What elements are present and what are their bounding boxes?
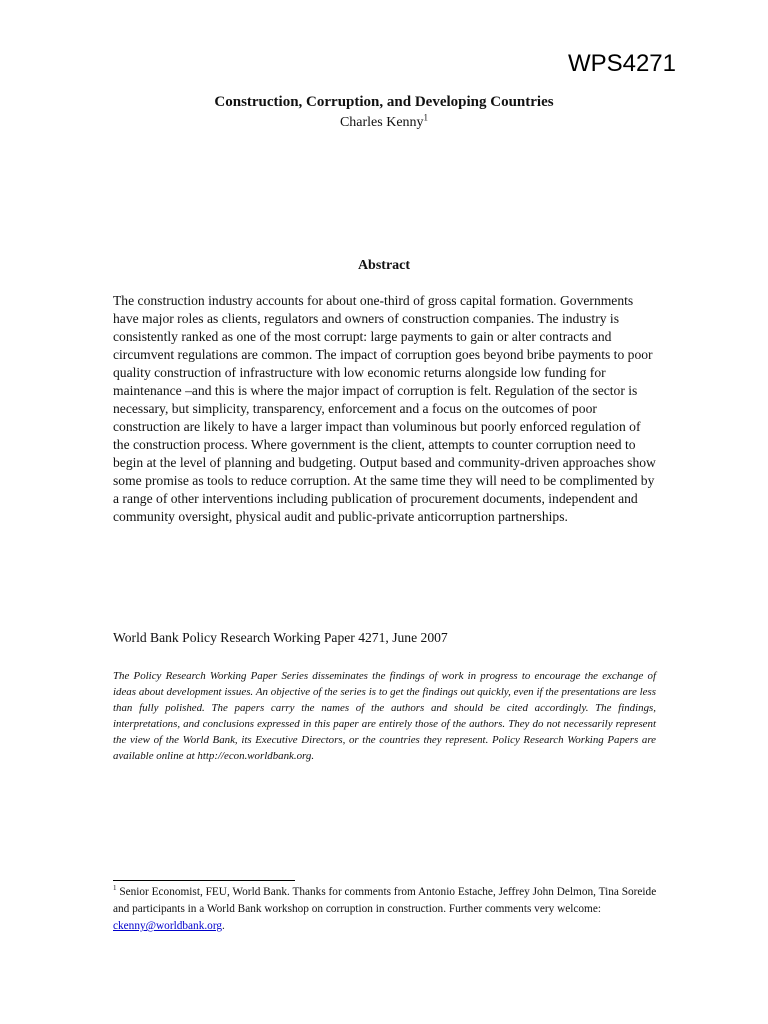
footnote-end: .	[222, 920, 225, 932]
author-footnote-mark: 1	[423, 112, 429, 123]
series-disclaimer: The Policy Research Working Paper Series disseminates the findings of work in progress to encourage the exchange of ideas about development issues. An objective of the series is to get the findings out quickly, even if the presentations are less than fully polished. The papers carry the names of the authors and should be cited accordingly. The findings, interpretations, and conclusions expressed in this paper are entirely those of the authors. They do not necessarily represent the view of the World Bank, its Executive Directors, or the countries they represent. Policy Research Working Papers are available online at http://econ.worldbank.org.	[113, 670, 656, 762]
footnote	[113, 884, 658, 935]
paper-author	[0, 112, 768, 131]
author-name: Charles Kenny	[339, 115, 424, 130]
series-citation: World Bank Policy Research Working Paper 4271, June 2007	[113, 630, 448, 645]
footnote-text: Senior Economist, FEU, World Bank. Thanks for comments from Antonio Estache, Jeffrey John Delmon, Tina Soreide and participants in a World Bank workshop on corruption in construction. Further comments very welcome:	[113, 886, 657, 915]
report-id: WPS4271	[567, 50, 676, 77]
abstract-heading: Abstract	[357, 258, 411, 273]
abstract-body: The construction industry accounts for about one-third of gross capital formation. Governments have major roles as clients, regulators and owners of construction companies. The industry is consistently ranked as one of the most corrupt: large payments to gain or alter contracts and circumvent regulations are common. The impact of corruption goes beyond bribe payments to poor quality construction of infrastructure with low economic returns alongside low funding for maintenance –and this is where the major impact of corruption is felt. Regulation of the sector is necessary, but simplicity, transparency, enforcement and a focus on the outcomes of poor construction are likely to have a larger impact than voluminous but poorly enforced regulation of the construction process. Where government is the client, attempts to counter corruption need to begin at the level of planning and budgeting. Output based and community-driven approaches show some promise as tools to reduce corruption. At the same time they will need to be complimented by a range of other interventions including publication of procurement documents, independent and community oversight, physical audit and public-private anticorruption partnerships.	[113, 293, 656, 524]
author-email-link[interactable]: ckenny@worldbank.org	[113, 920, 223, 932]
footnote-divider	[113, 880, 295, 881]
footnote-mark: 1	[113, 884, 117, 893]
paper-title: Construction, Corruption, and Developing Countries	[214, 94, 554, 110]
